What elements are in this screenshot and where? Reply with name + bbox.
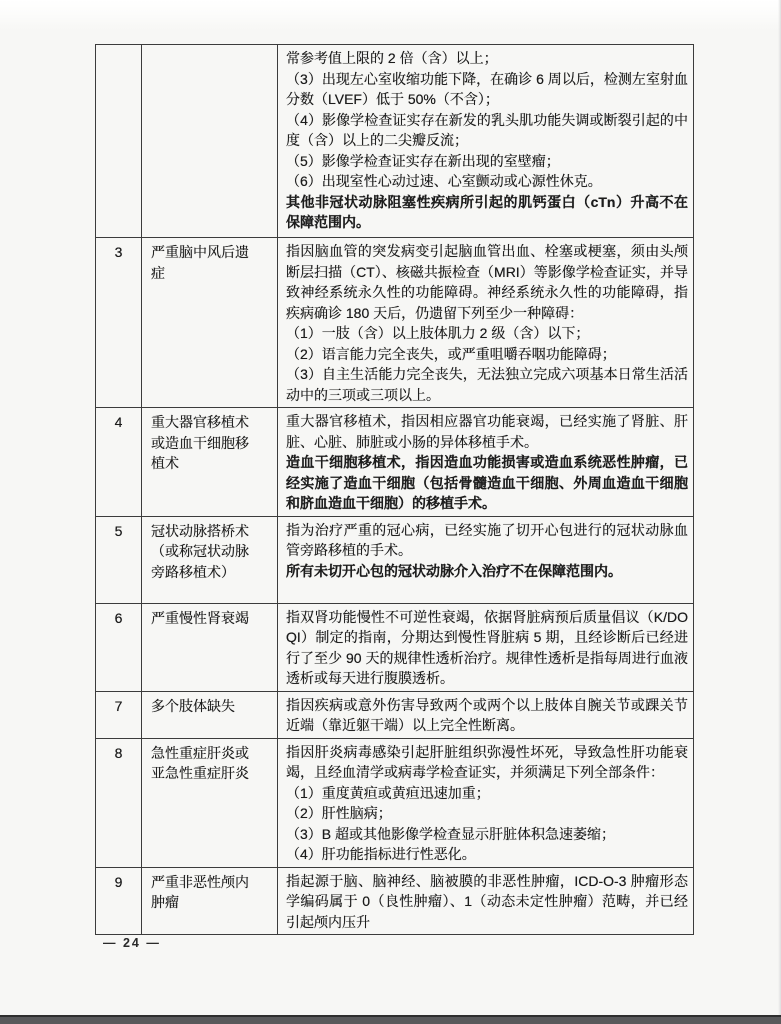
- table-row: [96, 516, 694, 603]
- definition-paragraph: （5）影像学检查证实存在新出现的室壁瘤；: [286, 152, 560, 169]
- row-index-cell: 7: [96, 691, 142, 738]
- row-index-cell: 5: [96, 516, 142, 603]
- disease-name-cell: [142, 45, 278, 238]
- table-row: [96, 45, 694, 238]
- row-index-cell: 3: [96, 238, 142, 408]
- definition-cell: [278, 867, 694, 935]
- definition-cell: [278, 603, 694, 691]
- definition-paragraph: （4）影像学检查证实存在新发的乳头肌功能失调或断裂引起的中度（含）以上的二尖瓣反流；: [286, 111, 688, 148]
- table-row: [96, 238, 694, 408]
- definition-paragraph: 指为治疗严重的冠心病，已经实施了切开心包进行的冠状动脉血管旁路移植的手术。: [286, 521, 688, 558]
- disease-name-cell: 多个肢体缺失: [142, 691, 278, 738]
- definition-cell: [278, 516, 694, 603]
- definition-paragraph: （1）重度黄疸或黄疸迅速加重；: [286, 784, 490, 801]
- definition-paragraph: （2）语言能力完全丧失，或严重咀嚼吞咽功能障碍；: [286, 345, 616, 362]
- definition-paragraph: 指起源于脑、脑神经、脑被膜的非恶性肿瘤，ICD-O-3 肿瘤形态学编码属于 0（良性肿瘤）、1（动态未定性肿瘤）范畴，并已经引起颅内压升: [286, 872, 688, 930]
- critical-illness-table: [95, 44, 694, 935]
- definition-paragraph: （3）自主生活能力完全丧失，无法独立完成六项基本日常生活活动中的三项或三项以上。: [286, 366, 688, 403]
- page-top-edge: [0, 0, 781, 30]
- definition-paragraph: 指因疾病或意外伤害导致两个或两个以上肢体自腕关节或踝关节近端（靠近躯干端）以上完全性断离。: [286, 696, 688, 733]
- definition-paragraph: （6）出现室性心动过速、心室颤动或心源性休克。: [286, 173, 602, 189]
- table-row: [96, 867, 694, 935]
- disease-name-cell: 严重脑中风后遗症: [142, 238, 278, 408]
- definition-paragraph: 指双肾功能慢性不可逆性衰竭，依据肾脏病预后质量倡议（K/DOQI）制定的指南，分期达到慢性肾脏病 5 期，且经诊断后已经进行了至少 90 天的规律性透析治疗。规律性透析是指每周进行血液透析或每天进行腹膜透析。: [286, 608, 688, 686]
- definition-paragraph: （3）出现左心室收缩功能下降，在确诊 6 周以后，检测左室射血分数（LVEF）低于 50%（不含）；: [286, 70, 688, 107]
- definition-paragraph: （1）一肢（含）以上肢体肌力 2 级（含）以下；: [286, 325, 590, 341]
- table-row: [96, 691, 694, 738]
- definition-paragraph: 指因肝炎病毒感染引起肝脏组织弥漫性坏死，导致急性肝功能衰竭，且经血清学或病毒学检查证实，并须满足下列全部条件：: [286, 743, 688, 780]
- page-bottom-edge: [0, 1015, 781, 1024]
- definition-paragraph: 其他非冠状动脉阻塞性疾病所引起的肌钙蛋白（cTn）升高不在保障范围内。: [286, 193, 688, 230]
- row-index-cell: 8: [96, 738, 142, 867]
- row-index-cell: 9: [96, 867, 142, 935]
- table-row: [96, 738, 694, 867]
- definition-paragraph: 造血干细胞移植术，指因造血功能损害或造血系统恶性肿瘤，已经实施了造血干细胞（包括骨髓造血干细胞、外周血造血干细胞和脐血造血干细胞）的移植手术。: [286, 454, 688, 511]
- definition-paragraph: （4）肝功能指标进行性恶化。: [286, 846, 476, 862]
- disease-name-cell: 冠状动脉搭桥术（或称冠状动脉旁路移植术）: [142, 516, 278, 603]
- disease-name-cell: 严重慢性肾衰竭: [142, 603, 278, 691]
- page-number: — 24 —: [103, 936, 161, 950]
- definition-paragraph: 重大器官移植术，指因相应器官功能衰竭，已经实施了肾脏、肝脏、心脏、肺脏或小肠的异体移植手术。: [286, 413, 688, 450]
- definition-cell: [278, 738, 694, 867]
- definition-paragraph: 所有未切开心包的冠状动脉介入治疗不在保障范围内。: [286, 562, 622, 579]
- definition-cell: [278, 45, 694, 238]
- table-row: [96, 408, 694, 517]
- definition-paragraph: （2）肝性脑病；: [286, 805, 392, 821]
- table-row: [96, 603, 694, 691]
- disease-name-cell: 重大器官移植术或造血干细胞移植术: [142, 408, 278, 517]
- definition-paragraph: 指因脑血管的突发病变引起脑血管出血、栓塞或梗塞，须由头颅断层扫描（CT）、核磁共振检查（MRI）等影像学检查证实，并导致神经系统永久性的功能障碍。神经系统永久性的功能障碍，指疾病确诊 180 天后，仍遗留下列至少一种障碍：: [286, 243, 688, 321]
- definition-paragraph: 常参考值上限的 2 倍（含）以上；: [286, 50, 498, 66]
- table-body: [96, 45, 694, 935]
- row-index-cell: 6: [96, 603, 142, 691]
- row-index-cell: [96, 45, 142, 238]
- disease-name-cell: 急性重症肝炎或亚急性重症肝炎: [142, 738, 278, 867]
- definition-paragraph: （3）B 超或其他影像学检查显示肝脏体积急速萎缩；: [286, 825, 616, 842]
- definition-cell: [278, 691, 694, 738]
- definition-cell: [278, 408, 694, 517]
- disease-name-cell: 严重非恶性颅内肿瘤: [142, 867, 278, 935]
- definition-cell: [278, 238, 694, 408]
- row-index-cell: 4: [96, 408, 142, 517]
